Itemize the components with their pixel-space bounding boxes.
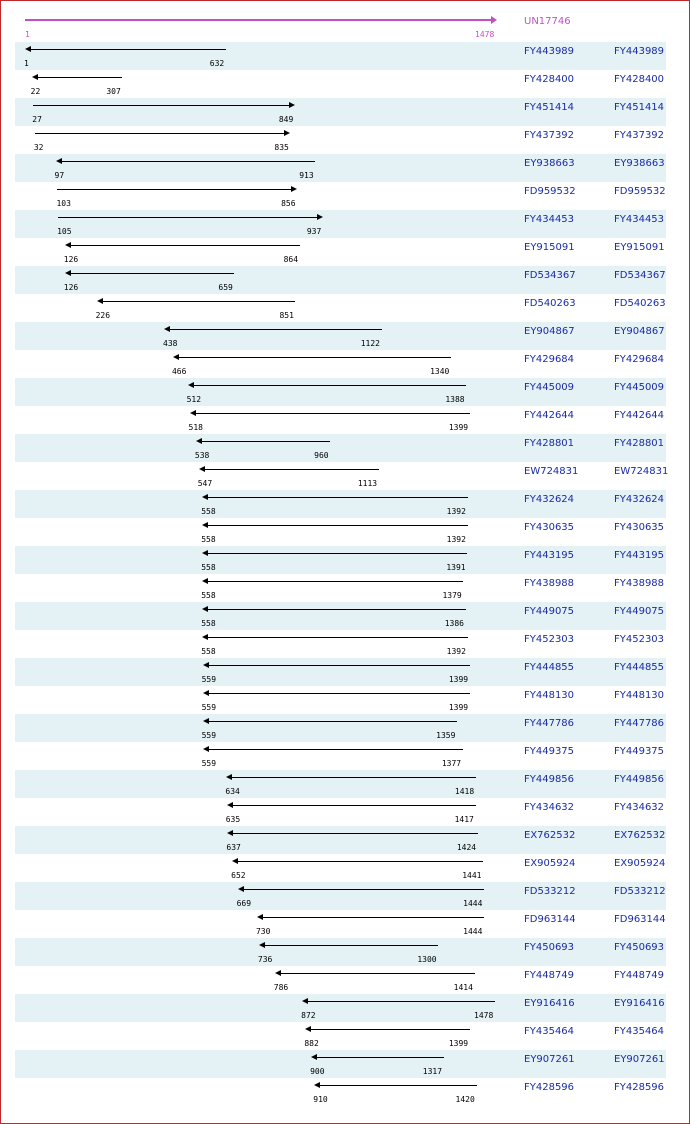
accession-link[interactable]: FY430635: [524, 522, 575, 533]
alignment-end-label: 1392: [446, 535, 466, 544]
alignment-end-label: 1399: [448, 1039, 469, 1048]
accession-link-secondary[interactable]: EY904867: [614, 326, 665, 337]
alignment-line: [33, 105, 290, 106]
accession-link-secondary[interactable]: FY443989: [614, 46, 665, 57]
arrowhead-left: [202, 494, 208, 500]
alignment-line: [195, 413, 470, 414]
accession-link[interactable]: FD540263: [524, 298, 576, 309]
alignment-end-label: 659: [218, 283, 233, 292]
accession-link[interactable]: EW724831: [524, 466, 579, 477]
accession-link[interactable]: FY448749: [524, 970, 575, 981]
alignment-row: [15, 154, 666, 182]
alignment-start-label: 558: [201, 507, 216, 516]
alignment-line: [310, 1029, 470, 1030]
alignment-line: [193, 385, 467, 386]
accession-link[interactable]: FY445009: [524, 382, 575, 393]
accession-link[interactable]: EY907261: [524, 1054, 575, 1065]
arrowhead-left: [226, 774, 232, 780]
alignment-end-label: 1399: [448, 675, 469, 684]
alignment-start-label: 559: [201, 731, 217, 740]
accession-link-secondary[interactable]: FY449375: [614, 746, 665, 757]
accession-link-secondary[interactable]: FY448130: [614, 690, 665, 701]
alignment-end-label: 1441: [462, 871, 482, 880]
alignment-start-label: 32: [33, 143, 44, 152]
alignment-end-label: 1414: [453, 983, 473, 992]
accession-link-secondary[interactable]: FY450693: [614, 942, 665, 953]
accession-link[interactable]: EX905924: [524, 858, 576, 869]
alignment-line: [237, 861, 483, 862]
accession-link-secondary[interactable]: FD540263: [614, 298, 666, 309]
alignment-line: [178, 357, 451, 358]
arrowhead-left: [173, 354, 179, 360]
alignment-end-label: 1420: [455, 1095, 475, 1104]
accession-link-secondary[interactable]: FY428400: [614, 74, 665, 85]
alignment-start-label: 558: [201, 591, 216, 600]
alignment-row: [15, 826, 666, 854]
accession-link[interactable]: FY432624: [524, 494, 575, 505]
alignment-start-label: 22: [30, 87, 41, 96]
alignment-line: [208, 749, 463, 750]
alignment-line: [307, 1001, 495, 1002]
alignment-start-label: 730: [255, 927, 271, 936]
alignment-line: [208, 721, 458, 722]
accession-link-secondary[interactable]: EY938663: [614, 158, 665, 169]
alignment-start-label: 466: [171, 367, 187, 376]
alignment-row: [15, 462, 669, 490]
arrowhead-left: [232, 858, 238, 864]
accession-link-secondary[interactable]: FY438988: [614, 578, 665, 589]
arrowhead-left: [190, 410, 196, 416]
alignment-end-label: 632: [209, 59, 225, 68]
alignment-start-label: 669: [236, 899, 252, 908]
alignment-end-label: 1418: [454, 787, 475, 796]
alignment-start-label: 27: [32, 115, 42, 124]
alignment-row: [15, 994, 666, 1022]
accession-link-secondary[interactable]: FD959532: [614, 186, 666, 197]
accession-link[interactable]: FY452303: [524, 634, 575, 645]
arrowhead-left: [196, 438, 202, 444]
alignment-end-label: 1386: [444, 619, 464, 628]
alignment-end-label: 1392: [446, 507, 466, 516]
query-accession: UN17746: [524, 16, 571, 27]
accession-link-secondary[interactable]: FY432624: [614, 494, 665, 505]
accession-link[interactable]: FY444855: [524, 662, 575, 673]
accession-link[interactable]: EY938663: [524, 158, 575, 169]
arrowhead-left: [202, 550, 208, 556]
arrowhead-left: [56, 158, 62, 164]
arrowhead-left: [199, 466, 205, 472]
alignment-start-label: 559: [201, 703, 217, 712]
alignment-line: [61, 161, 316, 162]
accession-link-secondary[interactable]: FY443195: [614, 550, 665, 561]
alignment-line: [208, 693, 470, 694]
alignment-line: [264, 945, 438, 946]
accession-link[interactable]: FD963144: [524, 914, 576, 925]
alignment-line: [207, 637, 467, 638]
arrowhead-left: [65, 242, 71, 248]
alignment-end-label: 1417: [454, 815, 474, 824]
arrowhead-left: [302, 998, 308, 1004]
accession-link[interactable]: FY443989: [524, 46, 575, 57]
accession-link[interactable]: FD959532: [524, 186, 576, 197]
alignment-row: [15, 350, 666, 378]
arrowhead-left: [164, 326, 170, 332]
accession-link-secondary[interactable]: FY434453: [614, 214, 665, 225]
alignment-end-label: 1392: [446, 647, 466, 656]
alignment-start-label: 786: [273, 983, 289, 992]
accession-link-secondary[interactable]: FY448749: [614, 970, 665, 981]
alignment-end-label: 1340: [430, 367, 450, 376]
alignment-start-label: 97: [54, 171, 65, 180]
accession-link[interactable]: FY448130: [524, 690, 575, 701]
arrowhead-right: [317, 214, 323, 220]
alignment-row: [15, 378, 666, 406]
arrowhead-left: [202, 522, 208, 528]
alignment-row: [15, 1078, 666, 1106]
alignment-start-label: 882: [304, 1039, 319, 1048]
accession-link[interactable]: FY442644: [524, 410, 575, 421]
alignment-row: [15, 882, 666, 910]
alignment-start-label: 558: [201, 619, 216, 628]
alignment-start-label: 518: [188, 423, 203, 432]
alignment-row: [15, 70, 666, 98]
alignment-start-label: 736: [257, 955, 273, 964]
alignment-row: [15, 658, 666, 686]
accession-link[interactable]: FY451414: [524, 102, 575, 113]
alignment-row: [15, 210, 666, 238]
arrowhead-left: [25, 46, 31, 52]
alignment-row: [15, 966, 666, 994]
alignment-row: [15, 742, 666, 770]
accession-link[interactable]: FY434632: [524, 802, 575, 813]
accession-link-secondary[interactable]: EY916416: [614, 998, 665, 1009]
alignment-row: [15, 910, 666, 938]
accession-link[interactable]: FD534367: [524, 270, 576, 281]
arrowhead-left: [97, 298, 103, 304]
accession-link[interactable]: FY443195: [524, 550, 575, 561]
alignment-line: [207, 581, 463, 582]
accession-link-secondary[interactable]: FY437392: [614, 130, 665, 141]
accession-link[interactable]: FY434453: [524, 214, 575, 225]
arrowhead-left: [257, 914, 263, 920]
alignment-end-label: 1444: [463, 927, 483, 936]
alignment-line: [35, 133, 286, 134]
alignment-line: [58, 217, 318, 218]
accession-link-secondary[interactable]: EX762532: [614, 830, 666, 841]
alignment-end-label: 1359: [436, 731, 456, 740]
arrowhead-right: [291, 186, 297, 192]
alignment-end-label: 1478: [474, 1011, 494, 1020]
arrowhead-left: [188, 382, 194, 388]
accession-link-secondary[interactable]: FD534367: [614, 270, 666, 281]
alignment-row: [15, 602, 666, 630]
arrowhead-left: [227, 830, 233, 836]
alignment-start-label: 226: [95, 311, 111, 320]
arrowhead-left: [305, 1026, 311, 1032]
alignment-start-label: 1: [24, 59, 29, 68]
alignment-row: [15, 770, 666, 798]
alignment-line: [207, 497, 467, 498]
accession-link-secondary[interactable]: EY907261: [614, 1054, 665, 1065]
arrowhead-left: [202, 634, 208, 640]
accession-link-secondary[interactable]: EY915091: [614, 242, 665, 253]
alignment-end-label: 1424: [456, 843, 477, 852]
query-arrowhead: [491, 16, 497, 24]
accession-link-secondary[interactable]: FD963144: [614, 914, 666, 925]
alignment-row: [15, 854, 666, 882]
alignment-start-label: 126: [63, 283, 79, 292]
alignment-row: [15, 798, 666, 826]
alignment-row: [15, 238, 666, 266]
alignment-end-label: 1317: [422, 1067, 443, 1076]
accession-link-secondary[interactable]: FY435464: [614, 1026, 665, 1037]
arrowhead-left: [275, 970, 281, 976]
alignment-row: [15, 294, 666, 322]
alignment-start-label: 105: [57, 227, 72, 236]
arrowhead-left: [203, 746, 209, 752]
arrowhead-left: [203, 690, 209, 696]
alignment-line: [207, 553, 467, 554]
alignment-row: [15, 686, 666, 714]
alignment-start-label: 538: [194, 451, 210, 460]
arrowhead-left: [32, 74, 38, 80]
alignment-start-label: 559: [201, 759, 217, 768]
alignment-start-label: 438: [163, 339, 178, 348]
alignment-end-label: 1399: [448, 703, 469, 712]
alignment-end-label: 1379: [442, 591, 462, 600]
alignment-line: [70, 245, 300, 246]
accession-link-secondary[interactable]: FY444855: [614, 662, 665, 673]
alignment-start-label: 637: [226, 843, 241, 852]
accession-link-secondary[interactable]: EW724831: [614, 466, 669, 477]
alignment-end-label: 1300: [417, 955, 437, 964]
alignment-line: [280, 973, 475, 974]
accession-link[interactable]: FY428400: [524, 74, 575, 85]
arrowhead-left: [311, 1054, 317, 1060]
arrowhead-left: [227, 802, 233, 808]
accession-link[interactable]: FY437392: [524, 130, 575, 141]
alignment-start-label: 634: [225, 787, 240, 796]
query-end-label: 1478: [475, 30, 495, 39]
alignment-end-label: 835: [274, 143, 289, 152]
arrowhead-left: [238, 886, 244, 892]
alignment-end-label: 307: [106, 87, 121, 96]
alignment-line: [319, 1085, 476, 1086]
arrowhead-left: [202, 606, 208, 612]
accession-link-secondary[interactable]: FY445009: [614, 382, 665, 393]
alignment-start-label: 558: [201, 563, 216, 572]
accession-link[interactable]: EY916416: [524, 998, 575, 1009]
query-start-label: 1: [25, 30, 30, 39]
accession-link-secondary[interactable]: FY429684: [614, 354, 665, 365]
alignment-start-label: 635: [225, 815, 241, 824]
alignment-end-label: 849: [278, 115, 294, 124]
alignment-start-label: 512: [186, 395, 202, 404]
alignment-start-label: 652: [231, 871, 246, 880]
alignment-line: [204, 469, 379, 470]
alignment-row: [15, 406, 666, 434]
alignment-end-label: 960: [314, 451, 329, 460]
alignment-end-label: 1113: [357, 479, 378, 488]
alignment-line: [232, 833, 477, 834]
alignment-line: [207, 525, 467, 526]
alignment-row: [15, 126, 666, 154]
alignment-line: [207, 609, 465, 610]
alignment-end-label: 937: [306, 227, 322, 236]
alignment-row: [15, 938, 666, 966]
alignment-row: [15, 42, 666, 70]
alignment-start-label: 559: [201, 675, 217, 684]
accession-link-secondary[interactable]: FY449856: [614, 774, 665, 785]
accession-link[interactable]: FY449075: [524, 606, 575, 617]
alignment-line: [231, 777, 475, 778]
accession-link[interactable]: FY428596: [524, 1082, 575, 1093]
alignment-line: [243, 889, 485, 890]
accession-link-secondary[interactable]: FY434632: [614, 802, 665, 813]
alignment-line: [30, 49, 226, 50]
alignment-end-label: 851: [279, 311, 294, 320]
alignment-start-label: 558: [201, 647, 216, 656]
accession-link-secondary[interactable]: FY449075: [614, 606, 665, 617]
alignment-line: [201, 441, 330, 442]
alignment-line: [262, 917, 484, 918]
accession-link-secondary[interactable]: FY442644: [614, 410, 665, 421]
accession-link[interactable]: FY449856: [524, 774, 575, 785]
alignment-row: [15, 182, 666, 210]
alignment-start-label: 558: [201, 535, 216, 544]
alignment-end-label: 1391: [446, 563, 466, 572]
alignment-start-label: 900: [310, 1067, 325, 1076]
alignment-row: [15, 714, 666, 742]
alignment-start-label: 547: [197, 479, 213, 488]
query-header: [15, 10, 666, 42]
accession-link[interactable]: FD533212: [524, 886, 576, 897]
alignment-line: [37, 77, 123, 78]
accession-link[interactable]: FY449375: [524, 746, 575, 757]
arrowhead-right: [284, 130, 290, 136]
alignment-row: [15, 490, 666, 518]
alignment-line: [208, 665, 470, 666]
arrowhead-right: [289, 102, 295, 108]
alignment-row: [15, 546, 666, 574]
accession-link[interactable]: FY450693: [524, 942, 575, 953]
arrowhead-left: [203, 718, 209, 724]
alignment-row: [15, 322, 666, 350]
accession-link-secondary[interactable]: FY447786: [614, 718, 665, 729]
alignment-row: [15, 518, 666, 546]
arrowhead-left: [259, 942, 265, 948]
accession-link-secondary[interactable]: FY430635: [614, 522, 665, 533]
alignment-row: [15, 574, 666, 602]
accession-link[interactable]: FY429684: [524, 354, 575, 365]
arrowhead-left: [202, 578, 208, 584]
alignment-line: [316, 1057, 444, 1058]
alignment-end-label: 864: [283, 255, 299, 264]
accession-link[interactable]: EX762532: [524, 830, 576, 841]
alignment-end-label: 1444: [463, 899, 483, 908]
alignment-start-label: 910: [313, 1095, 328, 1104]
query-bar: [25, 19, 491, 21]
alignment-row: [15, 266, 666, 294]
accession-link[interactable]: EY915091: [524, 242, 575, 253]
accession-link[interactable]: FY428801: [524, 438, 575, 449]
accession-link[interactable]: FY447786: [524, 718, 575, 729]
arrowhead-left: [314, 1082, 320, 1088]
alignment-end-label: 1122: [360, 339, 380, 348]
alignment-row: [15, 434, 666, 462]
alignment-end-label: 1377: [441, 759, 462, 768]
alignment-row: [15, 1022, 666, 1050]
accession-link-secondary[interactable]: FY428596: [614, 1082, 665, 1093]
alignment-row: [15, 1050, 666, 1078]
alignment-line: [102, 301, 296, 302]
accession-link-secondary[interactable]: FD533212: [614, 886, 666, 897]
arrowhead-left: [65, 270, 71, 276]
alignment-row: [15, 98, 666, 126]
alignment-start-label: 126: [63, 255, 79, 264]
alignment-end-label: 856: [281, 199, 296, 208]
alignment-end-label: 1388: [445, 395, 465, 404]
accession-link[interactable]: EY904867: [524, 326, 575, 337]
alignment-start-label: 103: [56, 199, 71, 208]
alignment-line: [70, 273, 235, 274]
alignment-start-label: 872: [301, 1011, 316, 1020]
accession-link[interactable]: FY438988: [524, 578, 575, 589]
alignment-end-label: 913: [299, 171, 314, 180]
accession-link-secondary[interactable]: FY428801: [614, 438, 665, 449]
alignment-line: [57, 189, 292, 190]
accession-link-secondary[interactable]: FY452303: [614, 634, 665, 645]
alignment-line: [169, 329, 382, 330]
alignment-row: [15, 630, 666, 658]
arrowhead-left: [203, 662, 209, 668]
accession-link-secondary[interactable]: EX905924: [614, 858, 666, 869]
alignment-line: [232, 805, 476, 806]
accession-link-secondary[interactable]: FY451414: [614, 102, 665, 113]
alignment-end-label: 1399: [448, 423, 469, 432]
accession-link[interactable]: FY435464: [524, 1026, 575, 1037]
